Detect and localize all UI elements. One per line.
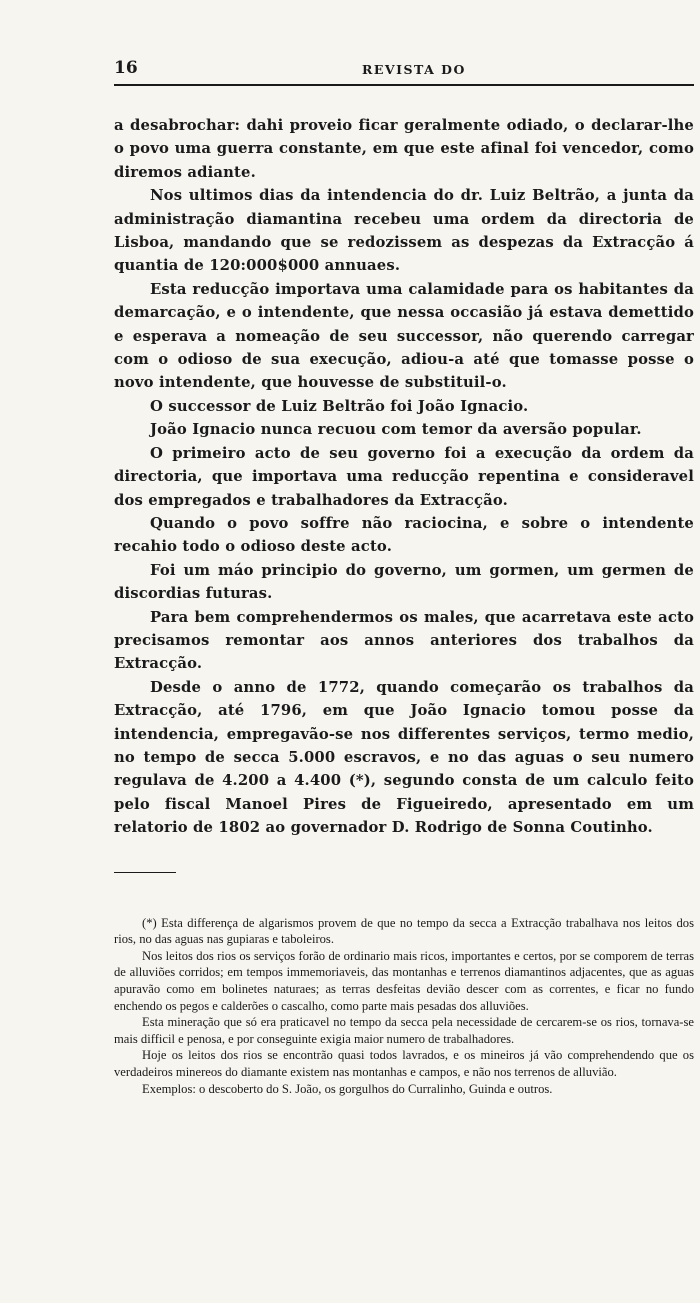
main-text <box>114 114 694 840</box>
footnotes <box>114 915 694 1098</box>
footnote: Esta mineração que só era praticavel no tempo da secca pela necessidade de cercarem-se os rios, tornava-se mais difficil e penosa, e por conseguinte exigia maior numero de trabalhadores. <box>114 1015 694 1046</box>
running-title: REVISTA DO <box>362 62 466 77</box>
page-header <box>114 58 694 82</box>
paragraph: Foi um máo principio do governo, um gormen, um germen de discordias futuras. <box>114 561 694 603</box>
footnote: Hoje os leitos dos rios se encontrão quasi todos lavrados, e os mineiros já vão comprehendendo que os verdadeiros minereos do diamante existem nas montanhas e campos, e não nos terrenos de alluvião. <box>114 1048 694 1079</box>
header-rule <box>114 84 694 86</box>
paragraph: O successor de Luiz Beltrão foi João Ignacio. <box>150 397 529 415</box>
footnote: Nos leitos dos rios os serviços forão de ordinario mais ricos, importantes e certos, por se comporem de terras de alluviões corridos; em tempos immemoriaveis, das montanhas e terrenos diamantinos adjacentes, que as aguas apuravão como em bolinetes naturaes; as terras desfeitas devião descer com as correntes, e ficar no fundo enchendo os pegos e calderões o cascalho, como parte mais pesadas dos alluviões. <box>114 948 694 1013</box>
footnote: Exemplos: o descoberto do S. João, os gorgulhos do Curralinho, Guinda e outros. <box>142 1081 553 1096</box>
book-page <box>114 58 694 1097</box>
footnote: (*) Esta differença de algarismos provem de que no tempo da secca a Extracção trabalhava nos leitos dos rios, no das aguas nas gupiaras e taboleiros. <box>114 915 694 947</box>
paragraph: Quando o povo soffre não raciocina, e sobre o intendente recahio todo o odioso deste acto. <box>114 514 694 556</box>
paragraph: O primeiro acto de seu governo foi a execução da ordem da directoria, que importava uma reducção repentina e consideravel dos empregados e trabalhadores da Extracção. <box>114 444 694 509</box>
page-number: 16 <box>114 58 138 78</box>
paragraph: Esta reducção importava uma calamidade para os habitantes da demarcação, e o intendente, que nessa occasião já estava demettido e esperava a nomeação de seu successor, não querendo carregar com o odioso de sua execução, adiou-a até que tomasse posse o novo intendente, que houvesse de substituil-o. <box>114 280 694 392</box>
paragraph: Para bem comprehendermos os males, que acarretava este acto precisamos remontar aos annos anteriores dos trabalhos da Extracção. <box>114 608 694 673</box>
paragraph: João Ignacio nunca recuou com temor da aversão popular. <box>150 421 642 439</box>
paragraph: Nos ultimos dias da intendencia do dr. Luiz Beltrão, a junta da administração diamantina recebeu uma ordem da directoria de Lisboa, mandando que se redozissem as despezas da Extracção á quantia de 120:000$000 annuaes. <box>114 187 694 275</box>
footnote-divider <box>114 872 176 873</box>
paragraph: Desde o anno de 1772, quando começarão os trabalhos da Extracção, até 1796, em que João Ignacio tomou posse da intendencia, empregavão-se nos differentes serviços, termo medio, no tempo de secca 5.000 escravos, e no das aguas o seu numero regulava de 4.200 a 4.400 (*), segundo consta de um calculo feito pelo fiscal Manoel Pires de Figueiredo, apresentado em um relatorio de 1802 ao governador D. Rodrigo de Sonna Coutinho. <box>114 678 694 837</box>
paragraph: a desabrochar: dahi proveio ficar geralmente odiado, o declarar-lhe o povo uma guerra constante, em que este afinal foi vencedor, como diremos adiante. <box>114 117 694 181</box>
